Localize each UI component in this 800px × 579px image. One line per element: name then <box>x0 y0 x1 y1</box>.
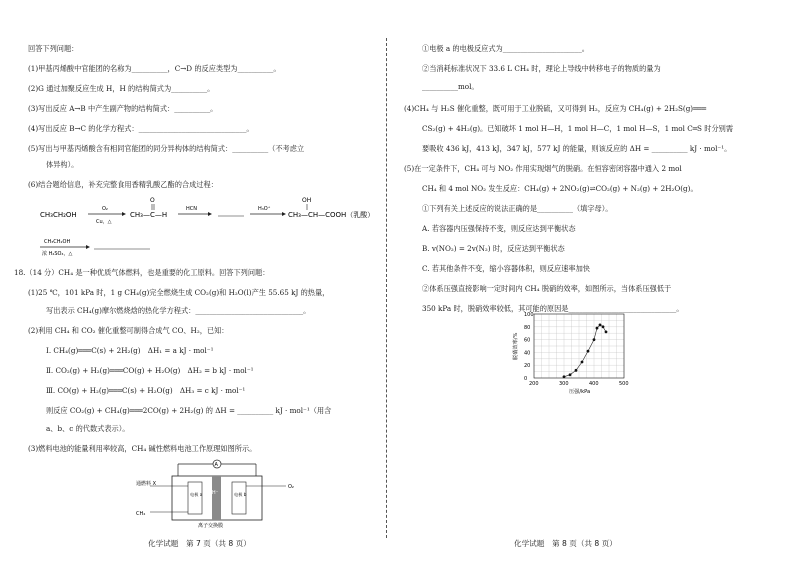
y-tick-label: 20 <box>524 363 531 370</box>
data-point <box>605 331 608 334</box>
y-tick-label: 60 <box>524 337 531 344</box>
data-point <box>575 369 578 372</box>
page-8-line: ②当消耗标准状况下 33.6 L CH₄ 时，理论上导线中转移电子的物质的量为 <box>422 64 661 73</box>
synth-start: CH₃CH₂OH <box>40 211 77 219</box>
page-8-line: 350 kPa 时，脱硝效率较低，其可能的原因是______________________________。 <box>422 304 684 313</box>
page-8-line: ①电极 a 的电极反应式为______________________。 <box>422 44 589 53</box>
page-7-line: (2)利用 CH₄ 和 CO₂ 催化重整可制得合成气 CO、H₂，已知： <box>28 326 229 335</box>
oxygen-label: O₂ <box>288 484 294 490</box>
page-8-line: B. v(NO₂) = 2v(N₂) 时，反应达到平衡状态 <box>422 244 565 253</box>
synth-product: CH₃—CH—COOH（乳酸） <box>288 211 375 219</box>
synth-reagent-1-top: O₂ <box>102 206 108 212</box>
synth-arrow-4-head <box>86 245 90 249</box>
data-point <box>599 323 602 326</box>
page-7-footer: 化学试题 第 7 页（共 8 页） <box>148 539 251 548</box>
efficiency-curve <box>564 325 606 377</box>
page-7-line: 回答下列问题： <box>28 44 79 53</box>
electrode-a-label: 电极 a <box>190 492 203 497</box>
page-7-line: Ⅲ. CO(g) + H₂(g)═══C(s) + H₂O(g) ΔH₃ = c kJ · mol⁻¹ <box>46 386 246 395</box>
page-7-line: (1)甲基丙烯酸中官能团的名称为__________，C→D 的反应类型为__________。 <box>28 64 281 73</box>
page-7-line: (5)写出与甲基丙烯酸含有相同官能团的同分异构体的结构简式：__________（不考虑立 <box>28 144 305 153</box>
page-8-line: C. 若其他条件不变，缩小容器体积，则反应速率加快 <box>422 264 590 273</box>
membrane-label: 离子交换膜 <box>198 523 224 528</box>
y-axis-label: 脱硝效率/% <box>513 332 519 360</box>
page-divider <box>386 38 387 538</box>
page-7-line: (2)G 通过加聚反应生成 H，H 的结构简式为__________。 <box>28 84 215 93</box>
synth-reagent-1-bottom: Cu，△ <box>96 219 112 225</box>
data-point <box>581 361 584 364</box>
denitration-efficiency-chart <box>508 310 638 400</box>
ion-exchange-membrane <box>212 476 221 520</box>
page-7-line: (1)25 ℃，101 kPa 时，1 g CH₄(g)完全燃烧生成 CO₂(g)和 H₂O(l)产生 55.65 kJ 的热量， <box>28 288 330 297</box>
page-7-line: 体异构）。 <box>46 160 79 169</box>
synth-reagent-2: HCN <box>186 206 197 212</box>
ammeter-label: A <box>214 462 218 468</box>
data-point <box>563 375 566 378</box>
electrode-b-label: 电极 b <box>234 492 247 497</box>
y-tick-label: 0 <box>524 376 528 382</box>
page-7-line: (6)结合题给信息，补充完整食用香精乳酸乙酯的合成过程： <box>28 180 218 189</box>
synth-reagent-3: H₃O⁺ <box>258 206 271 212</box>
page-7-line: a、b、c 的代数式表示）。 <box>46 424 130 433</box>
synth-intermediate: CH₃—C—H <box>130 211 168 219</box>
synth-product-oh: OH <box>302 197 312 204</box>
data-point <box>596 327 599 330</box>
y-tick-label: 80 <box>524 324 531 331</box>
synth-intermediate-o: O <box>150 197 155 204</box>
page-7-line: (4)写出反应 B→C 的化学方程式：______________________________。 <box>28 124 254 133</box>
page-8-line: (4)CH₄ 与 H₂S 催化重整，既可用于工业脱硫，又可得到 H₂，反应为 CH₄(g) + 2H₂S(g)═══ <box>404 104 707 113</box>
page-8 <box>400 0 800 579</box>
synth-arrow-3-head <box>282 212 286 216</box>
page-8-line: CS₂(g) + 4H₂(g)。已知破坏 1 mol H—H，1 mol H—C，1 mol H—S，1 mol C═S 时分别需 <box>422 124 734 133</box>
page-8-footer: 化学试题 第 8 页（共 8 页） <box>514 539 617 548</box>
page-8-line: A. 若容器内压强保持不变，则反应达到平衡状态 <box>422 224 576 233</box>
page-8-line: 要吸收 436 kJ，413 kJ，347 kJ，577 kJ 的能量，则该反应的 ΔH = __________ kJ · mol⁻¹。 <box>422 144 732 153</box>
page-7-line: 则反应 CO₂(g) + CH₄(g)═══2CO(g) + 2H₂(g) 的 ΔH = __________ kJ · mol⁻¹（用含 <box>46 406 332 415</box>
synth-arrow-2-head <box>208 212 212 216</box>
page-7-line: Ⅱ. CO₂(g) + H₂(g)═══CO(g) + H₂O(g) ΔH₂ = b kJ · mol⁻¹ <box>46 366 254 375</box>
page-8-line: ②体系压强直接影响一定时间内 CH₄ 脱硝的效率，如图所示，当体系压强低于 <box>422 284 672 293</box>
page-7-line: (3)燃料电池的能量利用率较高，CH₄ 碱性燃料电池工作原理如图所示。 <box>28 444 257 453</box>
x-tick-label: 300 <box>559 381 569 387</box>
y-tick-label: 100 <box>524 312 534 318</box>
data-point <box>602 325 605 328</box>
data-point <box>569 373 572 376</box>
x-axis-label: 压强/kPa <box>569 389 591 395</box>
synth-reagent-4-top: CH₃CH₂OH <box>44 239 71 245</box>
electrode-b <box>232 482 246 514</box>
y-tick-label: 40 <box>524 350 531 357</box>
ion-label: OH⁻ <box>208 490 219 496</box>
x-tick-label: 500 <box>619 381 629 387</box>
page-8-line: (5)在一定条件下，CH₄ 可与 NO₂ 作用实现烟气的脱硝。在恒容密闭容器中通入 2 mol <box>404 164 682 173</box>
page-8-line: CH₄ 和 4 mol NO₂ 发生反应：CH₄(g) + 2NO₂(g)⇌CO₂(g) + N₂(g) + 2H₂O(g)。 <box>422 184 698 193</box>
page-7-line: 写出表示 CH₄(g)摩尔燃烧焓的热化学方程式：______________________________。 <box>46 306 311 315</box>
methane-label: CH₄ <box>136 511 146 517</box>
data-point <box>593 338 596 341</box>
page-8-line: __________mol。 <box>422 82 479 91</box>
synthesis-route <box>0 192 400 262</box>
synth-reagent-4-bottom: 浓 H₂SO₄，△ <box>42 251 73 257</box>
x-tick-label: 400 <box>589 381 599 387</box>
x-tick-label: 200 <box>529 381 539 387</box>
fuel-inlet-label: 通燃料 X <box>136 481 157 487</box>
synth-arrow-1-head <box>122 212 126 216</box>
page-7-line: 18.（14 分）CH₄ 是一种优质气体燃料，也是重要的化工原料。回答下列问题： <box>14 268 270 277</box>
data-point <box>587 350 590 353</box>
electrode-a <box>188 482 202 514</box>
page-7-line: (3)写出反应 A→B 中产生副产物的结构简式：__________。 <box>28 104 218 113</box>
fuel-cell-diagram <box>136 458 336 528</box>
page-7-line: Ⅰ. CH₄(g)═══C(s) + 2H₂(g) ΔH₁ = a kJ · mol⁻¹ <box>46 346 214 355</box>
page-8-line: ①下列有关上述反应的说法正确的是__________（填字母）。 <box>422 204 613 213</box>
